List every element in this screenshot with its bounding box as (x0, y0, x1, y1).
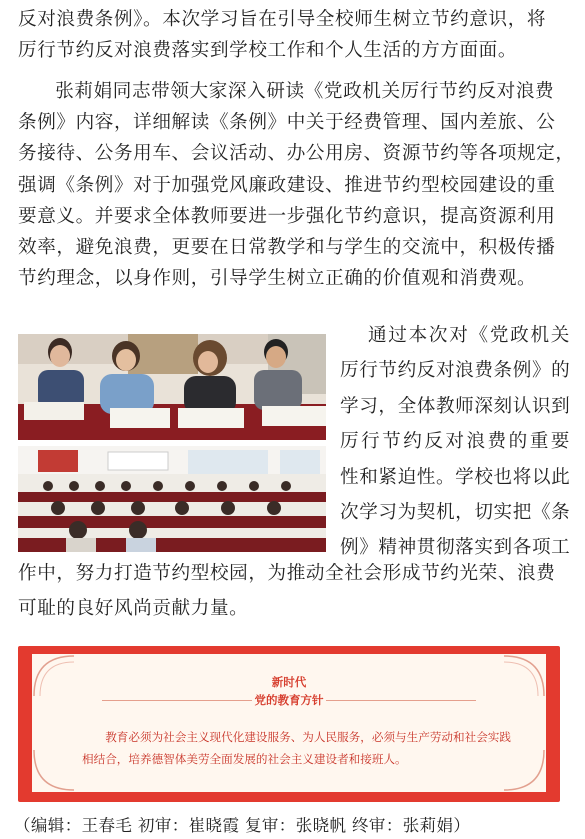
photo-collage (18, 334, 326, 552)
text-line: 学习，全体教师深刻认识到 (340, 395, 571, 417)
text-line: 反对浪费条例》。本次学习旨在引导全校师生树立节约意识，将 (18, 9, 547, 30)
ornament-icon (30, 746, 78, 794)
text-line: 要意义。并要求全体教师要进一步强化节约意识，提高资源利用 (18, 205, 556, 227)
text-line: 作中，努力打造节约型校园，为推动全社会形成节约光荣、浪费 (18, 563, 556, 584)
banner-title-line1: 新时代 (271, 675, 307, 689)
text-line: 性和紧迫性。学校也将以此 (340, 466, 571, 488)
text-line: 张莉娟同志带领大家深入研读《党政机关厉行节约反对浪费 (55, 81, 555, 102)
text-line: 厉行节约反对浪费落实到学校工作和个人生活的方方面面。 (18, 40, 518, 62)
text-line: 厉行节约反对浪费条例》的 (340, 360, 571, 382)
text-line: 强调《条例》对于加强党风廉政建设、推进节约型校园建设的重 (18, 174, 556, 196)
text-line: 节约理念，以身作则，引导学生树立正确的价值观和消费观。 (18, 268, 537, 290)
teachers-studying-photo (18, 334, 326, 440)
paragraph-1 (18, 4, 574, 66)
text-line: 可耻的良好风尚贡献力量。 (18, 598, 249, 620)
text-line: 厉行节约反对浪费的重要 (340, 431, 570, 453)
text-line: 条例》内容，详细解读《条例》中关于经费管理、国内差旅、公 (18, 112, 556, 134)
education-policy-banner (18, 646, 560, 802)
banner-panel (32, 654, 546, 792)
text-line: 效率，避免浪费，更要在日常教学和与学生的交流中，积极传播 (18, 237, 556, 259)
text-line: 通过本次对《党政机关 (368, 325, 570, 346)
text-line: 务接待、公务用车、会议活动、办公用房、资源节约等各项规定， (18, 143, 575, 165)
banner-title-line2: 党的教育方针 (254, 693, 324, 707)
editor-credits: （编辑：王春毛 初审：崔晓霞 复审：张晓帆 终审：张莉娟） (14, 816, 471, 835)
paragraph-3-side (340, 318, 570, 566)
text-line: 次学习为契机，切实把《条 (340, 502, 571, 524)
paragraph-3-tail (18, 556, 574, 627)
meeting-room-photo (18, 446, 326, 552)
paragraph-2 (18, 76, 574, 294)
banner-body-text: 教育必须为社会主义现代化建设服务、为人民服务，必须与生产劳动和社会实践相结合，培养德智体美劳全面发展的社会主义建设者和接班人。 (82, 730, 511, 766)
text-line: 例》精神贯彻落实到各项工 (340, 537, 571, 559)
